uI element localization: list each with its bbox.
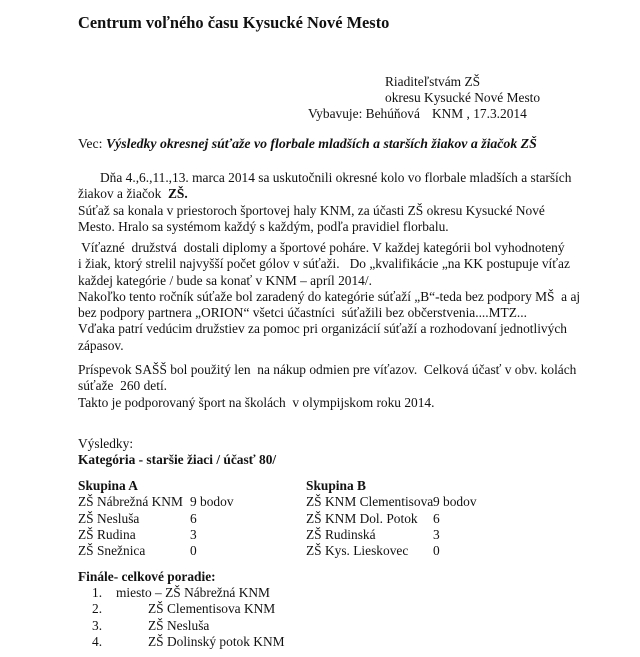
rank-number: 3. <box>92 617 103 633</box>
team-name: ZŠ KNM Dol. Potok <box>306 510 418 526</box>
group-a-row <box>78 527 234 543</box>
group-a-row <box>78 511 234 527</box>
group-b-row <box>306 543 477 559</box>
p3-line-2: súťaže 260 detí. <box>78 378 168 394</box>
group-b-row <box>306 527 477 543</box>
paragraph-1 <box>78 170 572 235</box>
team-name: ZŠ Nesluša <box>78 510 140 526</box>
team-score: 6 <box>433 510 440 526</box>
team-name: ZŠ Rudinská <box>306 526 376 542</box>
rank-text: ZŠ Dolinský potok KNM <box>148 633 285 649</box>
rank-text: ZŠ Nesluša <box>148 617 210 633</box>
vybavuje-label: Vybavuje: Behúňová <box>308 106 420 121</box>
list-item <box>92 634 285 650</box>
document-title: Centrum voľného času Kysucké Nové Mesto <box>78 13 390 32</box>
subject-line <box>78 136 537 152</box>
team-name: ZŠ Kys. Lieskovec <box>306 543 409 559</box>
category-heading: Kategória - staršie žiaci / účasť 80/ <box>78 452 277 467</box>
rank-text: miesto – ZŠ Nábrežná KNM <box>116 585 270 600</box>
group-a <box>78 478 234 559</box>
paragraph-3 <box>78 362 577 411</box>
p2-line-7: zápasov. <box>78 337 124 353</box>
final-heading: Finále- celkové poradie: <box>78 569 216 584</box>
group-b-title: Skupina B <box>306 478 366 493</box>
group-b-row <box>306 494 477 510</box>
results-label: Výsledky: <box>78 436 134 451</box>
list-item <box>92 618 285 634</box>
p2-line-4: Nakoľko tento ročník súťaže bol zaradený do kategórie súťaží „B“-teda bez podpory MŠ a aj <box>78 288 581 304</box>
list-item <box>92 585 285 601</box>
team-score: 6 <box>190 510 197 526</box>
team-score: 0 <box>190 543 197 559</box>
rank-text: ZŠ Clementisova KNM <box>148 601 276 617</box>
p1-line-1: Dňa 4.,6.,11.,13. marca 2014 sa uskutočnili okresné kolo vo florbale mladších a starších <box>100 170 572 185</box>
group-a-row <box>78 494 234 510</box>
p2-line-5: bez podpory partnera „ORION“ všetci účastníci súťažili bez občerstvenia....MTZ... <box>78 305 527 321</box>
subject-text: Výsledky okresnej súťaže vo florbale mladších a starších žiakov a žiačok ZŠ <box>105 136 537 151</box>
recipient-line-1: Riaditeľstvám ZŠ <box>385 74 481 89</box>
subject-label: Vec: <box>78 136 103 151</box>
p2-line-1: Víťazné družstvá dostali diplomy a športové poháre. V každej kategórii bol vyhodnotený <box>78 240 565 255</box>
team-name: ZŠ Rudina <box>78 526 136 542</box>
final-ranking-list <box>92 585 285 650</box>
rank-number: 2. <box>92 601 103 617</box>
team-name: ZŠ Snežnica <box>78 543 146 559</box>
p1-line-2: žiakov a žiačok <box>78 186 162 202</box>
vybavuje-line <box>308 106 527 122</box>
group-b <box>306 478 477 559</box>
team-score: 9 bodov <box>190 494 234 510</box>
p3-line-3: Takto je podporovaný šport na školách v olympijskom roku 2014. <box>78 394 435 410</box>
group-a-row <box>78 543 234 559</box>
rank-number: 1. <box>92 585 103 600</box>
team-score: 3 <box>433 526 440 542</box>
p1-line-3: Súťaž sa konala v priestoroch športovej haly KNM, za účasti ZŠ okresu Kysucké Nové <box>78 202 545 218</box>
team-score: 3 <box>190 526 197 542</box>
p3-line-1: Príspevok SAŠŠ bol použitý len na nákup odmien pre víťazov. Celková účasť v obv. kolách <box>78 362 577 377</box>
team-score: 9 bodov <box>433 494 477 510</box>
team-score: 0 <box>433 543 440 559</box>
paragraph-2 <box>78 240 581 354</box>
team-name: ZŠ Nábrežná KNM <box>78 494 183 510</box>
group-a-title: Skupina A <box>78 478 138 493</box>
p1-bold: ZŠ. <box>167 186 188 202</box>
team-name: ZŠ KNM Clementisova <box>306 494 434 510</box>
recipient-line-2: okresu Kysucké Nové Mesto <box>385 90 541 105</box>
p1-line-4: Mesto. Hralo sa systémom každý s každým, podľa pravidiel florbalu. <box>78 218 449 234</box>
p2-line-3: každej kategórie / bude sa konať v KNM – apríl 2014/. <box>78 272 372 288</box>
p2-line-6: Vďaka patrí vedúcim družstiev za pomoc pri organizácií súťaží a rozhodovaní jednotlivých <box>78 321 567 337</box>
place-date: KNM , 17.3.2014 <box>431 106 527 121</box>
rank-number: 4. <box>92 633 103 649</box>
list-item <box>92 601 285 617</box>
p2-line-2: i žiak, ktorý strelil najvyšší počet gólov v súťaži. Do „kvalifikácie „na KK postupuje víťaz <box>78 256 570 272</box>
group-b-row <box>306 511 477 527</box>
